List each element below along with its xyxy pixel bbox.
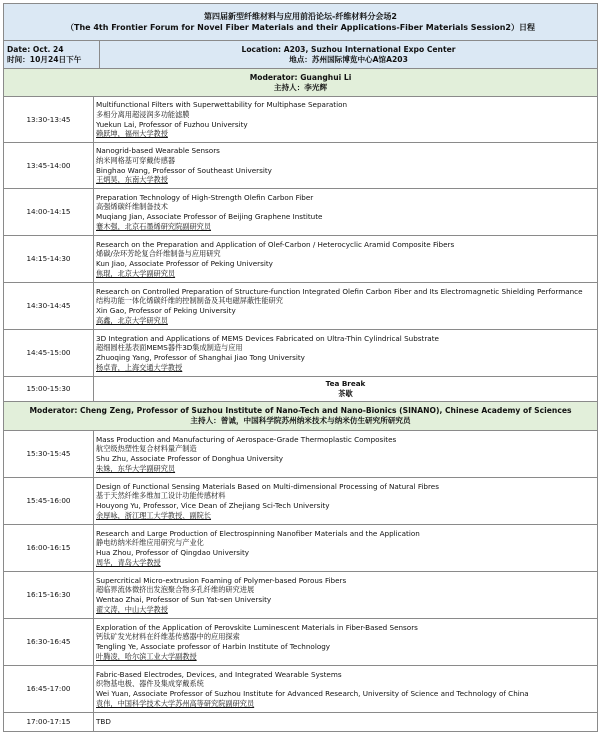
talk-title-cn: 高强烯碳纤维制备技术 bbox=[96, 202, 168, 212]
talk-title-en: Supercritical Micro-extrusion Foaming of Polymer-based Porous Fibers bbox=[96, 575, 347, 585]
speaker-cn: 赖跃坤，福州大学教授 bbox=[96, 129, 168, 139]
speaker-cn: 高鑫，北京大学研究员 bbox=[96, 315, 168, 325]
talk-title-cn: 超临界流体微挤出发泡聚合物多孔纤维的研究进展 bbox=[96, 585, 255, 595]
talk-time: 14:15-14:30 bbox=[4, 236, 94, 282]
talk-title-en: Mass Production and Manufacturing of Aerospace-Grade Thermoplastic Composites bbox=[96, 434, 397, 444]
talk-content bbox=[94, 97, 597, 142]
talk-title-cn: 织物基电极、器件及集成穿戴系统 bbox=[96, 679, 204, 689]
session1-moderator bbox=[4, 69, 597, 97]
moderator-en: Moderator: Guanghui Li bbox=[249, 72, 352, 82]
speaker-en: Binghao Wang, Professor of Southeast University bbox=[96, 165, 272, 175]
date-cn: 时间：10月24日下午 bbox=[7, 54, 82, 64]
talk-row bbox=[4, 525, 597, 572]
talk-content bbox=[94, 143, 597, 188]
talk-time: 13:30-13:45 bbox=[4, 97, 94, 142]
talk-title-cn: 多相分离用超浸润多功能滤膜 bbox=[96, 109, 190, 119]
talk-title-cn: 静电纺纳米纤维应用研究与产业化 bbox=[96, 538, 204, 548]
location-en: Location: A203, Suzhou International Expo Center bbox=[241, 44, 456, 54]
talk-time: 14:45-15:00 bbox=[4, 330, 94, 376]
talk-title-cn: 航空级热塑性复合材料量产制造 bbox=[96, 444, 197, 454]
talk-time: 16:15-16:30 bbox=[4, 572, 94, 618]
talk-row bbox=[4, 478, 597, 525]
speaker-cn: 叶腾凌，哈尔滨工业大学副教授 bbox=[96, 651, 197, 661]
talk-time: 15:45-16:00 bbox=[4, 478, 94, 524]
closing-row bbox=[4, 713, 597, 731]
moderator-cn: 主持人：曾诚，中国科学院苏州纳米技术与纳米仿生研究所研究员 bbox=[190, 416, 411, 425]
speaker-en: Wei Yuan, Associate Professor of Suzhou Institute for Advanced Research, University of Science and Technology of China bbox=[96, 689, 529, 698]
talk-time: 16:45-17:00 bbox=[4, 666, 94, 712]
date-location-row bbox=[4, 41, 597, 69]
speaker-cn: 朱姝，东华大学副研究员 bbox=[96, 463, 176, 473]
talk-title-cn: 烯碳/杂环芳纶复合纤维制备与应用研究 bbox=[96, 249, 221, 259]
break-label-cn: 茶歇 bbox=[338, 389, 353, 398]
date-cell bbox=[4, 41, 100, 68]
speaker-cn: 蹇木强，北京石墨烯研究院副研究员 bbox=[96, 221, 212, 231]
speaker-en: Wentao Zhai, Professor of Sun Yat-sen University bbox=[96, 595, 272, 604]
talk-title-en: Nanogrid-based Wearable Sensors bbox=[96, 146, 220, 156]
speaker-en: Kun Jiao, Associate Professor of Peking University bbox=[96, 259, 273, 268]
talk-title-en: Multifunctional Filters with Superwettability for Multiphase Separation bbox=[96, 100, 348, 110]
talk-content bbox=[94, 572, 597, 618]
break-time: 15:00-15:30 bbox=[4, 377, 94, 401]
speaker-en: Shu Zhu, Associate Professor of Donghua University bbox=[96, 454, 284, 463]
talk-time: 14:30-14:45 bbox=[4, 283, 94, 329]
talk-content bbox=[94, 236, 597, 282]
speaker-en: Tengling Ye, Associate professor of Harbin Institute of Technology bbox=[96, 642, 331, 651]
speaker-cn: 王炳昊，东南大学教授 bbox=[96, 175, 168, 185]
schedule-header bbox=[4, 4, 597, 41]
header-title-en: （The 4th Frontier Forum for Novel Fiber Materials and their Applications-Fiber Materials Session2）日程 bbox=[65, 23, 535, 32]
talk-row bbox=[4, 236, 597, 283]
talk-title-en: Research on the Preparation and Application of Olef-Carbon / Heterocyclic Aramid Composite Fibers bbox=[96, 239, 455, 249]
talk-content bbox=[94, 619, 597, 665]
talk-title-en: Exploration of the Application of Perovskite Luminescent Materials in Fiber-Based Sensors bbox=[96, 622, 418, 632]
talk-content bbox=[94, 478, 597, 524]
moderator-cn: 主持人：李光辉 bbox=[273, 82, 328, 92]
talk-title-cn: 基于天然纤维多维加工设计功能传感材料 bbox=[96, 491, 226, 501]
speaker-en: Xin Gao, Professor of Peking University bbox=[96, 306, 236, 315]
speaker-cn: 翟文涛，中山大学教授 bbox=[96, 604, 168, 614]
talk-content bbox=[94, 189, 597, 235]
speaker-cn: 杨卓青，上海交通大学教授 bbox=[96, 362, 183, 372]
talk-content bbox=[94, 283, 597, 329]
talk-title-en: Research on Controlled Preparation of Structure-function Integrated Olefin Carbon Fiber and Its Electromagnetic Shielding Performance bbox=[96, 286, 583, 296]
talk-time: 16:00-16:15 bbox=[4, 525, 94, 571]
session2-moderator bbox=[4, 402, 597, 431]
talk-time: 13:45-14:00 bbox=[4, 143, 94, 188]
break-row bbox=[4, 377, 597, 402]
talk-title-en: 3D Integration and Applications of MEMS Devices Fabricated on Ultra-Thin Cylindrical Substrate bbox=[96, 333, 439, 343]
talk-row bbox=[4, 666, 597, 713]
speaker-en: Zhuoqing Yang, Professor of Shanghai Jiao Tong University bbox=[96, 353, 305, 362]
speaker-cn: 焦琨，北京大学副研究员 bbox=[96, 268, 176, 278]
closing-label: TBD bbox=[96, 717, 111, 727]
talk-time: 16:30-16:45 bbox=[4, 619, 94, 665]
talk-title-en: Design of Functional Sensing Materials Based on Multi-dimensional Processing of Natural Fibres bbox=[96, 481, 439, 491]
location-cn: 地点：苏州国际博览中心A馆A203 bbox=[289, 54, 408, 64]
talk-title-en: Fabric-Based Electrodes, Devices, and Integrated Wearable Systems bbox=[96, 669, 342, 679]
speaker-en: Yuekun Lai, Professor of Fuzhou University bbox=[96, 119, 248, 129]
speaker-en: Hua Zhou, Professor of Qingdao University bbox=[96, 548, 250, 557]
talk-title-en: Preparation Technology of High-Strength Olefin Carbon Fiber bbox=[96, 192, 314, 202]
talk-row bbox=[4, 619, 597, 666]
speaker-cn: 周华，青岛大学教授 bbox=[96, 557, 161, 567]
talk-time: 15:30-15:45 bbox=[4, 431, 94, 477]
talk-row bbox=[4, 189, 597, 236]
talk-content bbox=[94, 431, 597, 477]
speaker-en: Houyong Yu, Professor, Vice Dean of Zhejiang Sci-Tech University bbox=[96, 501, 330, 510]
break-label-en: Tea Break bbox=[325, 379, 366, 389]
talk-row bbox=[4, 97, 597, 143]
talk-row bbox=[4, 330, 597, 377]
talk-content bbox=[94, 666, 597, 712]
break-content bbox=[94, 377, 597, 401]
speaker-cn: 袁伟，中国科学技术大学苏州高等研究院副研究员 bbox=[96, 698, 255, 708]
location-cell bbox=[100, 41, 597, 68]
talk-row bbox=[4, 143, 597, 189]
talk-row bbox=[4, 431, 597, 478]
header-title-cn: 第四届新型纤维材料与应用前沿论坛-纤维材料分会场2 bbox=[204, 12, 397, 21]
speaker-cn: 余厚咏，浙江理工大学教授、副院长 bbox=[96, 510, 212, 520]
talk-row bbox=[4, 572, 597, 619]
talk-title-cn: 纳米网格基可穿戴传感器 bbox=[96, 155, 176, 165]
talk-title-cn: 超细圆柱基表面MEMS器件3D集成制造与应用 bbox=[96, 343, 243, 353]
speaker-en: Muqiang Jian, Associate Professor of Beijing Graphene Institute bbox=[96, 212, 323, 221]
talk-title-en: Research and Large Production of Electrospinning Nanofiber Materials and the Application bbox=[96, 528, 420, 538]
date-en: Date: Oct. 24 bbox=[7, 44, 64, 54]
talk-content bbox=[94, 525, 597, 571]
closing-time: 17:00-17:15 bbox=[4, 713, 94, 731]
talk-time: 14:00-14:15 bbox=[4, 189, 94, 235]
talk-row bbox=[4, 283, 597, 330]
talk-title-cn: 结构功能一体化烯碳纤维的控制制备及其电磁屏蔽性能研究 bbox=[96, 296, 283, 306]
schedule-table bbox=[3, 3, 598, 732]
talk-title-cn: 钙钛矿发光材料在纤维基传感器中的应用探索 bbox=[96, 632, 240, 642]
moderator-en: Moderator: Cheng Zeng, Professor of Suzhou Institute of Nano-Tech and Nano-Bionics (SINANO), Chinese Academy of Sciences bbox=[29, 406, 572, 415]
talk-content bbox=[94, 330, 597, 376]
